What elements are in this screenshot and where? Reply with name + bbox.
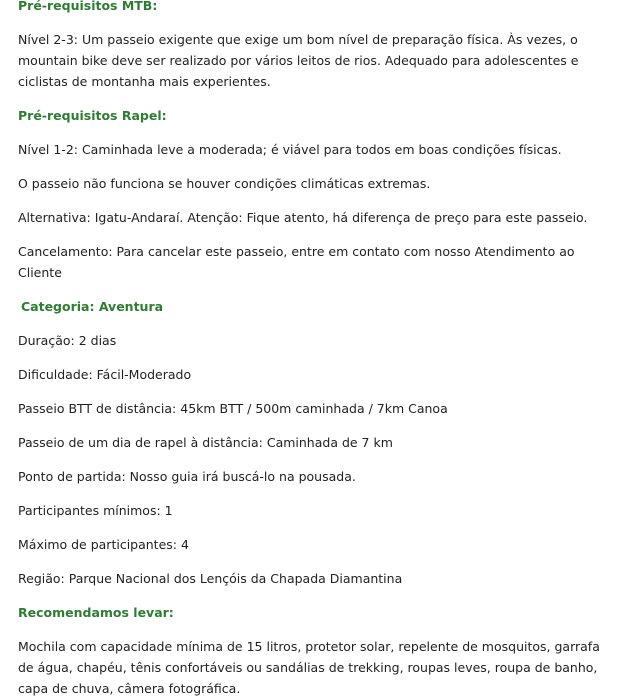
rapel-prerequisites-heading: Pré-requisitos Rapel: — [18, 108, 167, 123]
weather-text: O passeio não funciona se houver condições climáticas extremas. — [18, 176, 431, 191]
mtb-prerequisites-heading: Pré-requisitos MTB: — [18, 0, 158, 13]
region-text: Região: Parque Nacional dos Lençóis da Chapada Diamantina — [18, 571, 403, 586]
difficulty-text: Dificuldade: Fácil-Moderado — [18, 367, 192, 382]
duration-text: Duração: 2 dias — [18, 333, 117, 348]
mtb-level-text: Nível 2-3: Um passeio exigente que exige um bom nível de preparação física. Às vezes, o mountain bike deve ser realizado por vários leitos de rios. Adequado para adolescentes e ciclistas de montanha mais experientes. — [18, 32, 579, 89]
cancellation-text: Cancelamento: Para cancelar este passeio, entre em contato com nosso Atendimento ao Cliente — [18, 244, 575, 280]
alternative-text: Alternativa: Igatu-Andaraí. Atenção: Fique atento, há diferença de preço para este passeio. — [18, 210, 588, 225]
bring-items-text: Mochila com capacidade mínima de 15 litros, protetor solar, repelente de mosquitos, garrafa de água, chapéu, tênis confortáveis ou sandálias de trekking, roupas leves, roupa de banho, capa de chuva, câmera fotográfica. — [18, 639, 600, 696]
btt-distance-text: Passeio BTT de distância: 45km BTT / 500m caminhada / 7km Canoa — [18, 401, 448, 416]
min-participants-text: Participantes mínimos: 1 — [18, 503, 173, 518]
tour-details — [18, 0, 608, 699]
rapel-distance-text: Passeio de um dia de rapel à distância: Caminhada de 7 km — [18, 435, 393, 450]
max-participants-text: Máximo de participantes: 4 — [18, 537, 189, 552]
rapel-level-text: Nível 1-2: Caminhada leve a moderada; é viável para todos em boas condições físicas. — [18, 142, 562, 157]
category-heading: Categoria: Aventura — [21, 299, 164, 314]
start-point-text: Ponto de partida: Nosso guia irá buscá-lo na pousada. — [18, 469, 356, 484]
bring-heading: Recomendamos levar: — [18, 605, 174, 620]
